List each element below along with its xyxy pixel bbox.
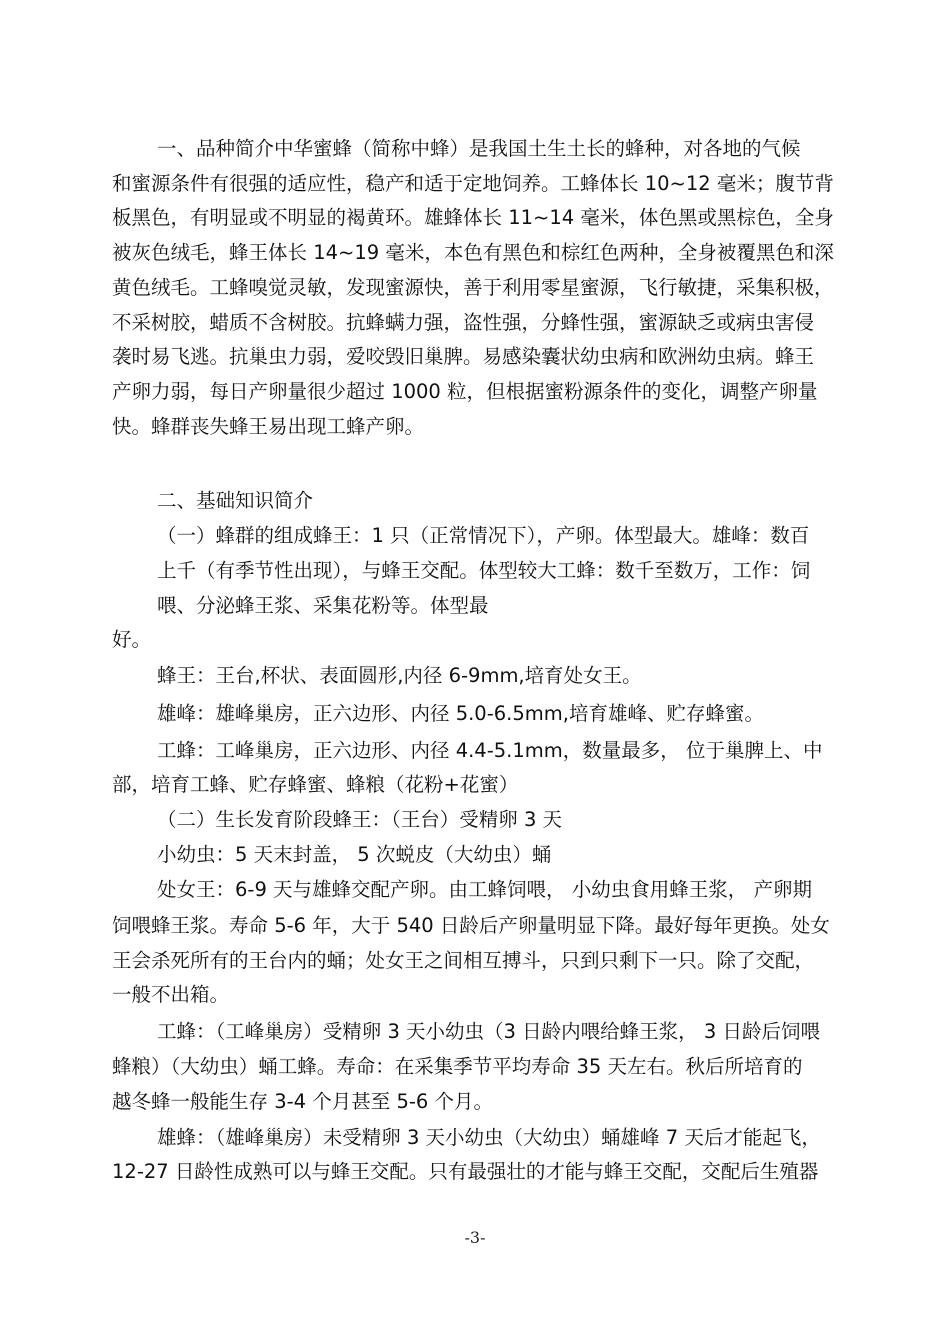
page-number: -3- xyxy=(464,1228,486,1247)
section-2-line: 饲喂蜂王浆。寿命 5-6 年，大于 540 日龄后产卵量明显下降。最好每年更换。处女 xyxy=(112,914,830,937)
section-2-line: 越冬蜂一般能生存 3-4 个月甚至 5-6 个月。 xyxy=(112,1090,493,1113)
section-1-line: 黄色绒毛。工蜂嗅觉灵敏，发现蜜源快，善于利用零星蜜源，飞行敏捷，采集积极， xyxy=(112,276,834,299)
section-2-line: （一）蜂群的组成蜂王：1 只（正常情况下），产卵。体型最大。雄峰：数百 xyxy=(157,524,810,547)
section-2-line: 处女王：6-9 天与雄蜂交配产卵。由工蜂饲喂， 小幼虫食用蜂王浆， 产卵期 xyxy=(157,878,812,901)
section-2-line: 一般不出箱。 xyxy=(112,983,230,1006)
section-2-line: 蜂王：王台,杯状、表面圆形,内径 6-9mm,培育处女王。 xyxy=(157,664,642,687)
section-2-line: 雄峰：雄峰巢房，正六边形、内径 5.0-6.5mm,培育雄峰、贮存蜂蜜。 xyxy=(157,702,764,725)
section-1-line: 袭时易飞逃。抗巢虫力弱，爱咬毁旧巢脾。易感染囊状幼虫病和欧洲幼虫病。蜂王 xyxy=(112,345,815,368)
section-2-line: 部，培育工蜂、贮存蜂蜜、蜂粮（花粉+花蜜） xyxy=(112,773,519,796)
section-1-line: 和蜜源条件有很强的适应性，稳产和适于定地饲养。工蜂体长 10~12 毫米；腹节背 xyxy=(112,172,834,195)
section-2-line: 喂、分泌蜂王浆、采集花粉等。体型最 xyxy=(157,594,489,617)
section-2-line: 上千（有季节性出现），与蜂王交配。体型较大工蜂：数千至数万，工作：饲 xyxy=(157,559,811,582)
section-1-line: 快。蜂群丧失蜂王易出现工蜂产卵。 xyxy=(112,415,425,438)
section-1-line: 被灰色绒毛，蜂王体长 14~19 毫米，本色有黑色和棕红色两种，全身被覆黑色和深 xyxy=(112,241,834,264)
section-2-line: 蜂粮）（大幼虫）蛹工蜂。寿命：在采集季节平均寿命 35 天左右。秋后所培育的 xyxy=(112,1055,803,1078)
section-1-line: 板黑色，有明显或不明显的褐黄环。雄蜂体长 11~14 毫米，体色黑或黑棕色，全身 xyxy=(112,206,834,229)
section-2-line: 雄蜂：（雄峰巢房）未受精卵 3 天小幼虫（大幼虫）蛹雄峰 7 天后才能起飞， xyxy=(157,1126,821,1149)
section-2-line: 工蜂：工峰巢房，正六边形、内径 4.4-5.1mm，数量最多， 位于巢脾上、中 xyxy=(157,739,823,762)
section-2-line: 工蜂：（工峰巢房）受精卵 3 天小幼虫（3 日龄内喂给蜂王浆， 3 日龄后饲喂 xyxy=(157,1020,820,1043)
section-2-heading: 二、基础知识简介 xyxy=(157,489,314,512)
section-1-line: 产卵力弱，每日产卵量很少超过 1000 粒，但根据蜜粉源条件的变化，调整产卵量 xyxy=(112,380,818,403)
section-1-line: 一、品种简介中华蜜蜂（简称中蜂）是我国土生土长的蜂种，对各地的气候 xyxy=(157,137,801,160)
section-2-line: 好。 xyxy=(112,628,152,651)
section-2-line: 12-27 日龄性成熟可以与蜂王交配。只有最强壮的才能与蜂王交配，交配后生殖器 xyxy=(112,1160,819,1183)
section-2-line: 王会杀死所有的王台内的蛹；处女王之间相互搏斗，只到只剩下一只。除了交配， xyxy=(112,949,815,972)
section-2-line: （二）生长发育阶段蜂王：（王台）受精卵 3 天 xyxy=(157,808,563,831)
section-1-line: 不采树胶，蜡质不含树胶。抗蜂螨力强，盗性强，分蜂性强，蜜源缺乏或病虫害侵 xyxy=(112,311,815,334)
section-2-line: 小幼虫：5 天末封盖， 5 次蜕皮（大幼虫）蛹 xyxy=(157,843,552,866)
